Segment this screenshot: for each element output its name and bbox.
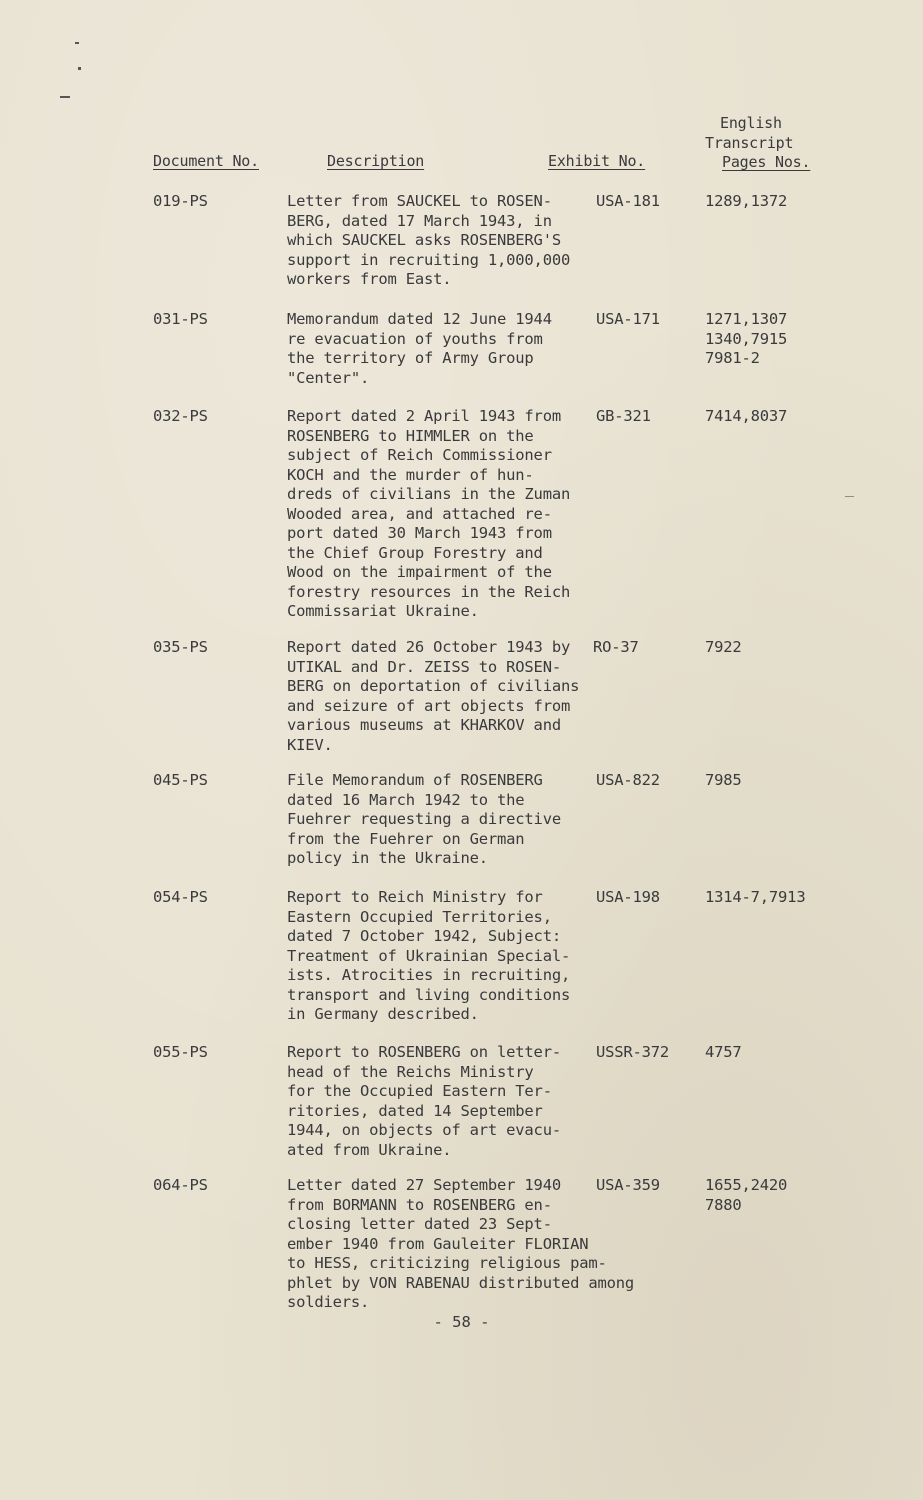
entry-pages: 1655,2420 7880 [705,1176,788,1214]
entry-description: Report to Reich Ministry for Eastern Occupied Territories, dated 7 October 1942, Subject: Treatment of Ukrainian Special- ists. Atrocities in recruiting, transport and living conditions in Germany described. [287,888,571,1023]
header-pages-line1: English [720,114,782,132]
entry-description: Letter dated 27 September 1940 from BORMANN to ROSENBERG en- closing letter dated 23 Sept- ember 1940 from Gauleiter FLORIAN to HESS, criticizing religious pam- phlet by VON RABENAU distributed among soldiers. [287,1176,635,1311]
entry-exhibit-no: USA-822 [596,771,660,789]
entry-doc-no: 064-PS [153,1176,208,1194]
header-pages-line3: Pages Nos. [722,153,811,171]
margin-mark [75,42,79,44]
entry-exhibit-no: USSR-372 [596,1043,670,1061]
entry-description: Letter from SAUCKEL to ROSEN- BERG, dated 17 March 1943, in which SAUCKEL asks ROSENBERG'S support in recruiting 1,000,000 workers from East. [287,192,571,288]
entry-exhibit-no: GB-321 [596,407,651,425]
header-exhibit-no: Exhibit No. [548,152,646,170]
entry-doc-no: 055-PS [153,1043,208,1061]
entry-description: File Memorandum of ROSENBERG dated 16 March 1942 to the Fuehrer requesting a directive from the Fuehrer on German policy in the Ukraine. [287,771,561,867]
entry-doc-no: 054-PS [153,888,208,906]
entry-description: Report dated 2 April 1943 from ROSENBERG to HIMMLER on the subject of Reich Commissioner KOCH and the murder of hun- dreds of civilians in the Zuman Wooded area, and attached re- port dated 30 March 1943 from the Chief Group Forestry and Wood on the impairment of the forestry resources in the Reich Commissariat Ukraine. [287,407,571,620]
entry-description: Report dated 26 October 1943 by UTIKAL and Dr. ZEISS to ROSEN- BERG on deportation of civilians and seizure of art objects from various museums at KHARKOV and KIEV. [287,638,580,754]
entry-description: Report to ROSENBERG on letter- head of the Reichs Ministry for the Occupied Eastern Ter- ritories, dated 14 September 1944, on objects of art evacu- ated from Ukraine. [287,1043,561,1159]
entry-pages: 7985 [705,771,742,789]
entry-pages: 1314-7,7913 [705,888,806,906]
header-document-no: Document No. [153,152,259,170]
entry-pages: 1289,1372 [705,192,788,210]
entry-exhibit-no: USA-359 [596,1176,660,1194]
entry-exhibit-no: USA-171 [596,310,660,328]
header-description: Description [327,152,425,170]
entry-doc-no: 031-PS [153,310,208,328]
margin-mark [78,67,81,70]
entry-pages: 1271,1307 1340,7915 7981-2 [705,310,788,367]
entry-doc-no: 019-PS [153,192,208,210]
header-pages-line2: Transcript [705,134,794,152]
entry-doc-no: 035-PS [153,638,208,656]
entry-pages: 7414,8037 [705,407,788,425]
entry-doc-no: 045-PS [153,771,208,789]
entry-exhibit-no: USA-198 [596,888,660,906]
entry-exhibit-no: USA-181 [596,192,660,210]
margin-mark [60,96,70,98]
entry-exhibit-no: RO-37 [593,638,639,656]
margin-mark [845,496,854,497]
entry-doc-no: 032-PS [153,407,208,425]
entry-description: Memorandum dated 12 June 1944 re evacuation of youths from the territory of Army Group "Center". [287,310,552,387]
entry-pages: 4757 [705,1043,742,1061]
page-number: - 58 - [433,1313,490,1331]
entry-pages: 7922 [705,638,742,656]
